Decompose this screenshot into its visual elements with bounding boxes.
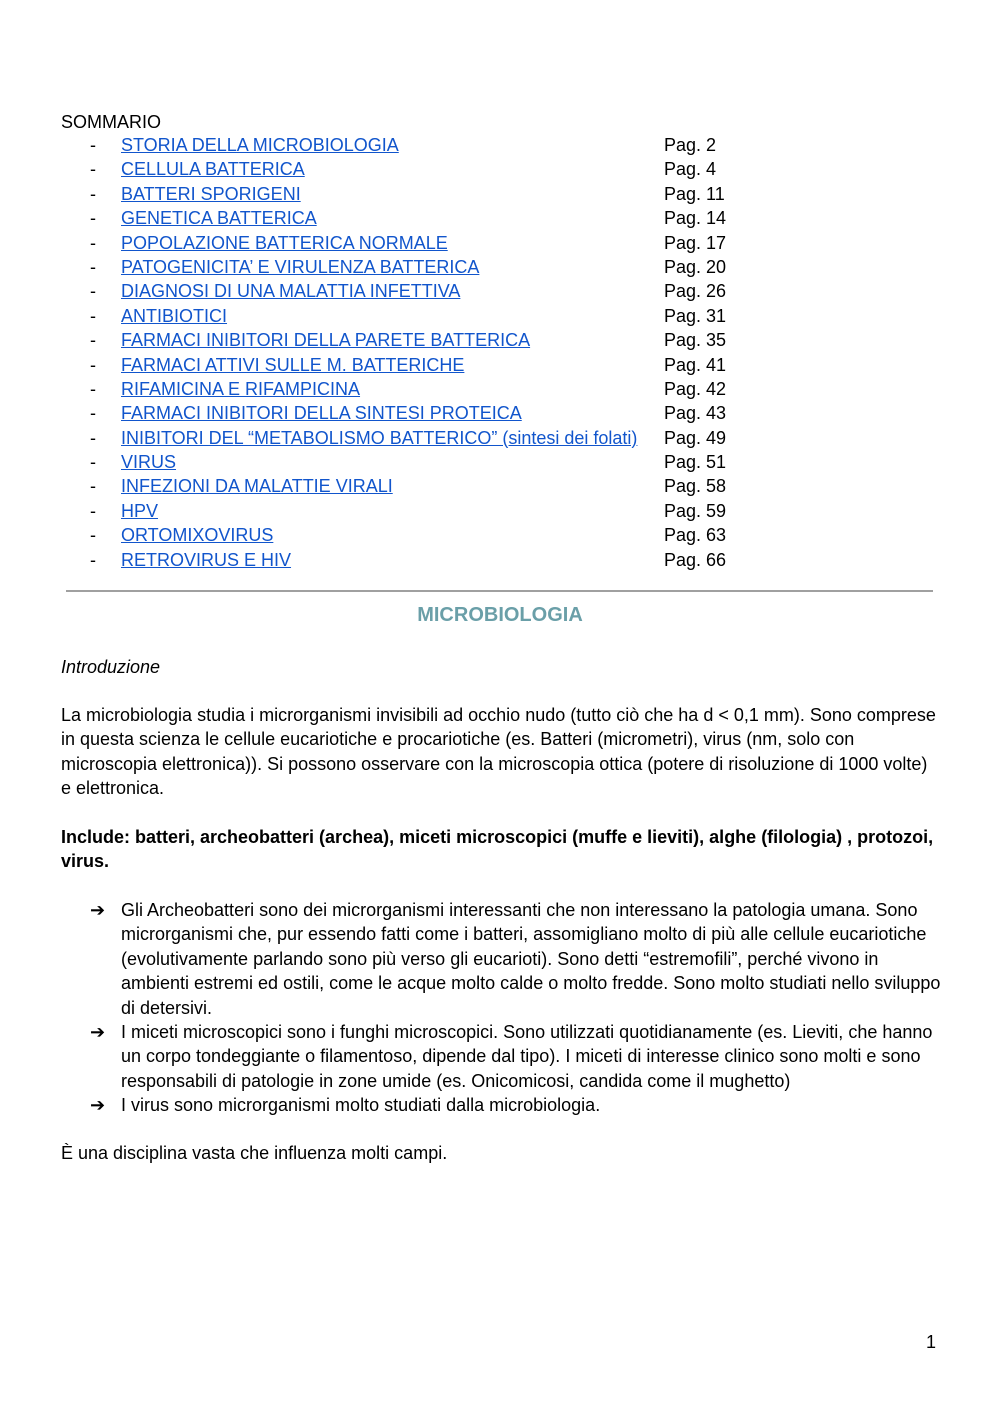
toc-dash: -	[90, 256, 96, 277]
toc-link[interactable]: POPOLAZIONE BATTERICA NORMALE	[121, 232, 448, 253]
toc-item	[61, 426, 941, 450]
toc-title: SOMMARIO	[61, 112, 162, 132]
toc-dash: -	[90, 135, 96, 155]
bullet-item	[61, 1093, 941, 1117]
toc-link[interactable]: FARMACI ATTIVI SULLE M. BATTERICHE	[121, 354, 465, 375]
toc-dash: -	[90, 525, 96, 546]
toc-page-ref: Pag. 42	[664, 378, 727, 399]
toc-dash: -	[90, 208, 96, 229]
arrow-bullet-icon: ➔	[90, 1095, 106, 1116]
toc-dash: -	[90, 183, 96, 204]
toc-page-ref: Pag. 11	[664, 183, 725, 204]
toc-item	[61, 304, 941, 328]
toc-page-ref: Pag. 43	[664, 403, 727, 424]
toc-item	[61, 523, 941, 547]
toc-item	[61, 255, 941, 279]
toc-item	[61, 353, 941, 377]
toc-page-ref: Pag. 59	[664, 500, 727, 521]
toc-link[interactable]: STORIA DELLA MICROBIOLOGIA	[121, 135, 399, 155]
toc-dash: -	[90, 281, 96, 302]
toc-link[interactable]: GENETICA BATTERICA	[121, 208, 317, 229]
toc-link[interactable]: FARMACI INIBITORI DELLA PARETE BATTERICA	[121, 330, 531, 351]
toc-dash: -	[90, 403, 96, 424]
toc-page-ref: Pag. 63	[664, 525, 727, 546]
arrow-bullet-icon: ➔	[90, 1022, 106, 1043]
toc-item	[61, 377, 941, 401]
toc-item	[61, 450, 941, 474]
toc-page-ref: Pag. 31	[664, 305, 727, 326]
toc-dash: -	[90, 549, 96, 570]
toc-item	[61, 182, 941, 206]
toc-dash: -	[90, 232, 96, 253]
intro-paragraph: La microbiologia studia i microrganismi invisibili ad occhio nudo (tutto ciò che ha d < 0,1 mm). Sono comprese in questa scienza le cellule eucariotiche e procariotiche (es. Batteri (micrometri), virus (nm, solo con microscopia elettronica)). Si possono osservare con la microscopia ottica (potere di risoluzione di 1000 volte) e elettronica.	[61, 705, 936, 799]
toc-page-ref: Pag. 51	[664, 452, 727, 473]
toc-page-ref: Pag. 66	[664, 549, 727, 570]
toc-page-ref: Pag. 17	[664, 232, 727, 253]
toc-dash: -	[90, 452, 96, 473]
toc-link[interactable]: HPV	[121, 500, 159, 521]
closing-paragraph: È una disciplina vasta che influenza molti campi.	[61, 1143, 448, 1163]
toc-link[interactable]: RIFAMICINA E RIFAMPICINA	[121, 378, 361, 399]
toc-link[interactable]: DIAGNOSI DI UNA MALATTIA INFETTIVA	[121, 281, 461, 302]
toc-link[interactable]: INIBITORI DEL “METABOLISMO BATTERICO” (sintesi dei folati)	[121, 427, 638, 448]
toc-item	[61, 328, 941, 352]
bullet-text: I virus sono microrganismi molto studiati dalla microbiologia.	[121, 1095, 601, 1116]
toc-item	[61, 548, 941, 572]
bullet-list	[61, 898, 941, 1118]
toc-dash: -	[90, 354, 96, 375]
page-number: 1	[926, 1332, 937, 1352]
toc-dash: -	[90, 159, 96, 180]
section-subtitle: Introduzione	[61, 657, 161, 677]
toc-item	[61, 133, 941, 157]
toc-link[interactable]: CELLULA BATTERICA	[121, 159, 305, 180]
toc-page-ref: Pag. 49	[664, 427, 727, 448]
toc-item	[61, 499, 941, 523]
bullet-item	[61, 898, 941, 1020]
toc-link[interactable]: BATTERI SPORIGENI	[121, 183, 301, 204]
toc-page-ref: Pag. 20	[664, 256, 727, 277]
toc-item	[61, 206, 941, 230]
toc-item	[61, 231, 941, 255]
toc-dash: -	[90, 476, 96, 497]
toc-dash: -	[90, 330, 96, 351]
toc-link[interactable]: PATOGENICITA’ E VIRULENZA BATTERICA	[121, 256, 480, 277]
toc-page-ref: Pag. 26	[664, 281, 727, 302]
toc-page-ref: Pag. 35	[664, 330, 727, 351]
include-paragraph: Include: batteri, archeobatteri (archea), miceti microscopici (muffe e lieviti), alghe (filologia) , protozoi, virus.	[61, 827, 934, 872]
toc-item	[61, 279, 941, 303]
toc-item	[61, 157, 941, 181]
bullet-text: Gli Archeobatteri sono dei microrganismi interessanti che non interessano la patologia umana. Sono microrganismi che, pur essendo fatti come i batteri, assomigliano molto di più alle cellule eucariotiche (evolutivamente parlando sono più verso gli eucarioti). Sono detti “estremofili”, perché vivono in ambienti estremi ed ostili, come le acque molto calde o molto fredde. Sono molto studiati nello sviluppo di detersivi.	[121, 900, 941, 1018]
toc-link[interactable]: FARMACI INIBITORI DELLA SINTESI PROTEICA	[121, 403, 522, 424]
bullet-item	[61, 1020, 941, 1093]
arrow-bullet-icon: ➔	[90, 900, 106, 920]
toc-page-ref: Pag. 2	[664, 135, 717, 155]
toc-page-ref: Pag. 41	[664, 354, 727, 375]
toc-link[interactable]: VIRUS	[121, 452, 177, 473]
section-heading: MICROBIOLOGIA	[417, 604, 583, 626]
toc-link[interactable]: RETROVIRUS E HIV	[121, 549, 292, 570]
toc-dash: -	[90, 500, 96, 521]
toc-page-ref: Pag. 14	[664, 208, 727, 229]
table-of-contents	[61, 133, 941, 572]
toc-dash: -	[90, 305, 96, 326]
toc-item	[61, 401, 941, 425]
toc-dash: -	[90, 427, 96, 448]
toc-dash: -	[90, 378, 96, 399]
toc-page-ref: Pag. 4	[664, 159, 717, 180]
toc-page-ref: Pag. 58	[664, 476, 727, 497]
toc-link[interactable]: ORTOMIXOVIRUS	[121, 525, 274, 546]
bullet-text: I miceti microscopici sono i funghi microscopici. Sono utilizzati quotidianamente (es. Lieviti, che hanno un corpo tondeggiante o filamentoso, dipende dal tipo). I miceti di interesse clinico sono molti e sono responsabili di patologie in zone umide (es. Onicomicosi, candida come il mughetto)	[121, 1022, 933, 1091]
toc-link[interactable]: ANTIBIOTICI	[121, 305, 228, 326]
toc-link[interactable]: INFEZIONI DA MALATTIE VIRALI	[121, 476, 393, 497]
horizontal-rule	[66, 590, 933, 592]
toc-item	[61, 474, 941, 498]
